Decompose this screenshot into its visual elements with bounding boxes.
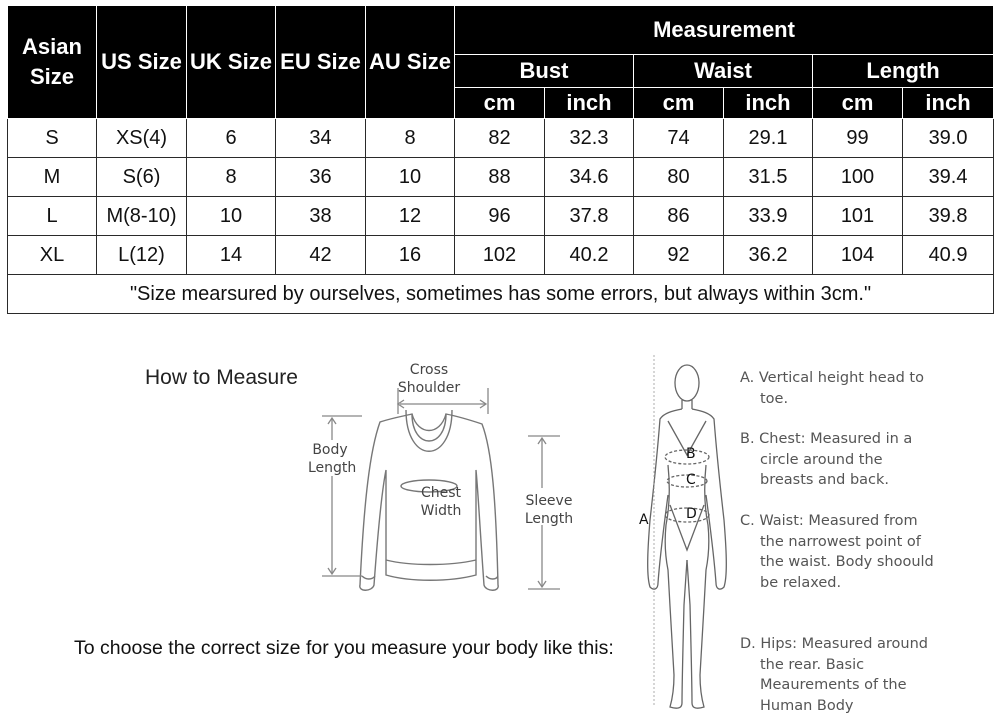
table-cell: 39.0 xyxy=(903,119,994,158)
header-us-size: US Size xyxy=(97,6,187,119)
legend-text: A. Vertical height head to toe. xyxy=(740,370,924,407)
table-cell: 10 xyxy=(366,158,455,197)
legend-text: D. Hips: Measured around the rear. Basic Meaurements of the Human Body xyxy=(740,636,928,714)
header-unit: inch xyxy=(545,88,634,119)
table-cell: 12 xyxy=(366,197,455,236)
table-cell: 10 xyxy=(187,197,276,236)
header-unit: inch xyxy=(903,88,994,119)
figure-letter-d: D xyxy=(686,506,697,522)
figure-letter-c: C xyxy=(686,472,696,488)
legend-item-b xyxy=(740,429,940,491)
table-cell: 33.9 xyxy=(724,197,813,236)
chest-width-label: Chest Width xyxy=(420,485,462,519)
choose-size-instruction: To choose the correct size for you measure your body like this: xyxy=(74,637,614,659)
header-length: Length xyxy=(813,55,994,88)
header-au-size: AU Size xyxy=(366,6,455,119)
table-cell: S(6) xyxy=(97,158,187,197)
table-cell: 39.8 xyxy=(903,197,994,236)
table-cell: 14 xyxy=(187,236,276,275)
table-cell: M xyxy=(8,158,97,197)
table-cell: XL xyxy=(8,236,97,275)
header-unit: inch xyxy=(724,88,813,119)
table-cell: 34 xyxy=(276,119,366,158)
size-note: "Size mearsured by ourselves, sometimes has some errors, but always within 3cm." xyxy=(8,275,994,314)
table-cell: 42 xyxy=(276,236,366,275)
size-chart-table xyxy=(7,5,994,314)
figure-letter-a: A xyxy=(639,512,649,528)
table-cell: 40.2 xyxy=(545,236,634,275)
table-cell: M(8-10) xyxy=(97,197,187,236)
cross-shoulder-label: Cross Shoulder xyxy=(397,362,461,396)
table-row xyxy=(8,158,994,197)
table-cell: 86 xyxy=(634,197,724,236)
table-cell: 92 xyxy=(634,236,724,275)
table-cell: 96 xyxy=(455,197,545,236)
how-to-measure-title: How to Measure xyxy=(145,366,298,389)
table-cell: 34.6 xyxy=(545,158,634,197)
table-cell: L xyxy=(8,197,97,236)
table-cell: S xyxy=(8,119,97,158)
table-cell: 88 xyxy=(455,158,545,197)
table-cell: 80 xyxy=(634,158,724,197)
table-cell: 40.9 xyxy=(903,236,994,275)
legend-text: B. Chest: Measured in a circle around the breasts and back. xyxy=(740,431,913,488)
header-bust: Bust xyxy=(455,55,634,88)
table-cell: 32.3 xyxy=(545,119,634,158)
header-asian-size: Asian Size xyxy=(8,6,97,119)
header-unit: cm xyxy=(634,88,724,119)
legend-item-a xyxy=(740,368,940,409)
figure-letter-b: B xyxy=(686,446,696,462)
table-cell: 100 xyxy=(813,158,903,197)
body-length-label: Body Length xyxy=(308,442,357,476)
legend-item-c xyxy=(740,511,940,593)
human-figure-icon xyxy=(620,345,730,721)
note-row xyxy=(8,275,994,314)
header-uk-size: UK Size xyxy=(187,6,276,119)
header-unit: cm xyxy=(455,88,545,119)
table-row xyxy=(8,197,994,236)
table-cell: 16 xyxy=(366,236,455,275)
table-cell: 37.8 xyxy=(545,197,634,236)
table-cell: 74 xyxy=(634,119,724,158)
table-cell: 104 xyxy=(813,236,903,275)
table-cell: L(12) xyxy=(97,236,187,275)
table-cell: 36 xyxy=(276,158,366,197)
table-cell: 82 xyxy=(455,119,545,158)
header-eu-size: EU Size xyxy=(276,6,366,119)
table-row xyxy=(8,236,994,275)
table-cell: 99 xyxy=(813,119,903,158)
table-cell: 102 xyxy=(455,236,545,275)
table-cell: 29.1 xyxy=(724,119,813,158)
header-measurement: Measurement xyxy=(455,6,994,55)
table-cell: 8 xyxy=(187,158,276,197)
header-waist: Waist xyxy=(634,55,813,88)
table-cell: 6 xyxy=(187,119,276,158)
table-cell: 38 xyxy=(276,197,366,236)
table-cell: 101 xyxy=(813,197,903,236)
sleeve-length-label: Sleeve Length xyxy=(524,493,574,527)
table-row xyxy=(8,119,994,158)
table-cell: 8 xyxy=(366,119,455,158)
table-cell: 31.5 xyxy=(724,158,813,197)
legend-item-d xyxy=(740,634,940,716)
table-cell: 36.2 xyxy=(724,236,813,275)
legend-text: C. Waist: Measured from the narrowest point of the waist. Body shoould be relaxed. xyxy=(740,513,934,591)
table-cell: 39.4 xyxy=(903,158,994,197)
table-cell: XS(4) xyxy=(97,119,187,158)
header-unit: cm xyxy=(813,88,903,119)
